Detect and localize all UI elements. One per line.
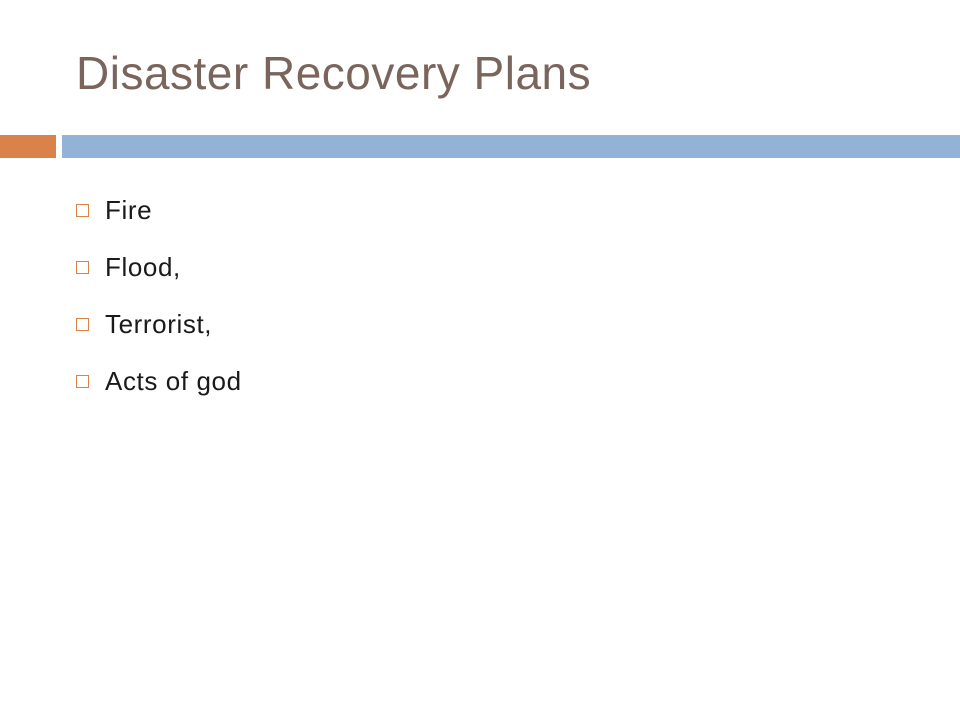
bullet-item-acts-of-god bbox=[76, 353, 242, 410]
title-accent-bar-blue bbox=[62, 135, 960, 158]
bullet-text: Terrorist, bbox=[105, 309, 213, 339]
square-bullet-icon bbox=[76, 204, 89, 217]
bullet-item-terrorist bbox=[76, 296, 242, 353]
bullet-text: Acts of god bbox=[105, 366, 242, 396]
bullet-item-fire bbox=[76, 182, 242, 239]
square-bullet-icon bbox=[76, 318, 89, 331]
bullet-list bbox=[76, 182, 242, 410]
square-bullet-icon bbox=[76, 375, 89, 388]
bullet-item-flood bbox=[76, 239, 242, 296]
bullet-text: Flood, bbox=[105, 252, 181, 282]
square-bullet-icon bbox=[76, 261, 89, 274]
bullet-text: Fire bbox=[105, 195, 153, 225]
title-accent-bar-orange bbox=[0, 135, 56, 158]
slide-title: Disaster Recovery Plans bbox=[76, 47, 592, 99]
